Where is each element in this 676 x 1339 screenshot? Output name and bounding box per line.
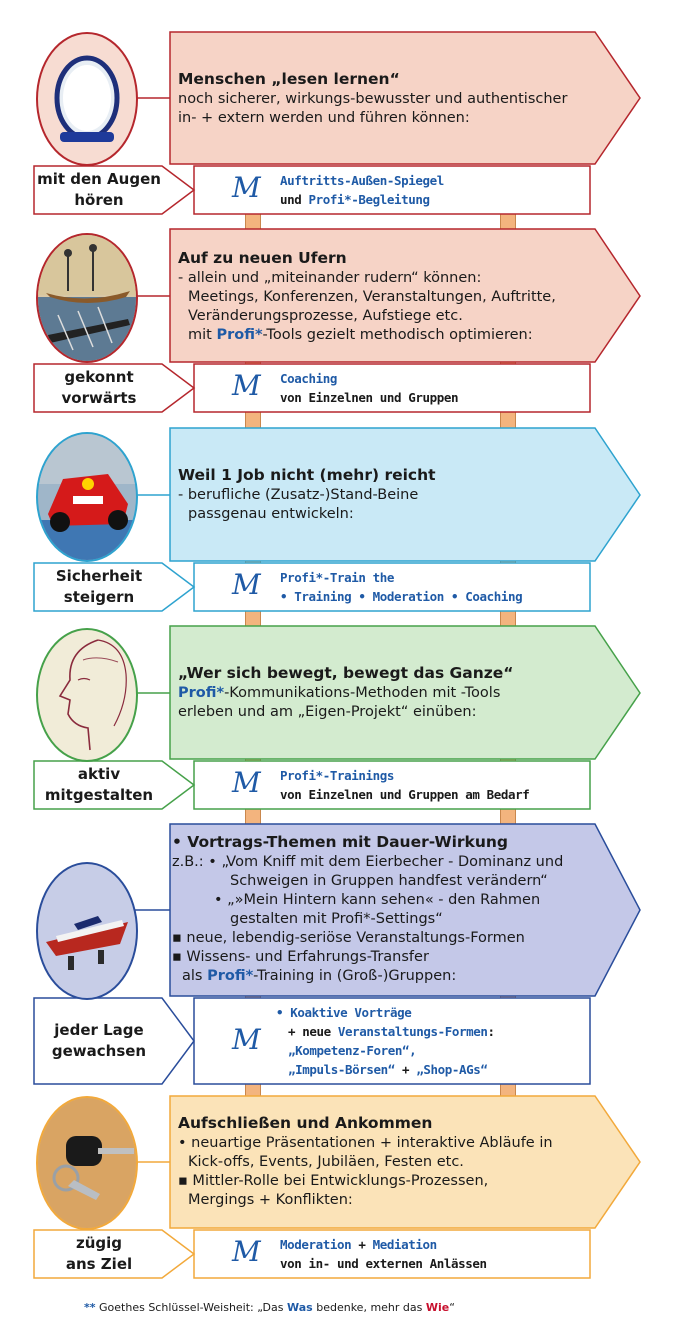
section-6-label-line-1: zügig	[75, 1234, 123, 1252]
mirror-icon	[36, 32, 138, 166]
section-1-text	[178, 70, 598, 128]
section-4-title: „Wer sich bewegt, bewegt das Ganze“	[178, 664, 514, 682]
section-6-label	[36, 1233, 162, 1275]
section-4-line-2: erleben und am „Eigen-Projekt“ einüben:	[178, 704, 477, 720]
section-4-service-line-2: von Einzelnen und Gruppen am Bedarf	[280, 787, 530, 802]
section-6-service-line-2: von in- und externen Anlässen	[280, 1256, 487, 1271]
logo-icon: M	[232, 568, 261, 601]
logo-icon: M	[232, 766, 261, 799]
section-2-line-3: Veränderungsprozesse, Aufstiege etc.	[188, 308, 463, 324]
section-4-label-line-1: aktiv	[77, 765, 121, 783]
section-5-service-line-4: „Impuls-Börsen“ + „Shop-AGs“	[288, 1062, 488, 1077]
section-2-label	[36, 367, 162, 409]
footer-text-2: bedenke, mehr das	[316, 1301, 423, 1314]
section-4-service-line-1: Profi*-Trainings	[280, 768, 395, 783]
section-2-service-line-2: von Einzelnen und Gruppen	[280, 390, 459, 405]
section-6-service-line-1: Moderation + Mediation	[280, 1237, 437, 1252]
section-2-service-line-1: Coaching	[280, 371, 338, 386]
section-1-service-line-1: Auftritts-Außen-Spiegel	[280, 173, 444, 188]
footer-text-1: Goethes Schlüssel-Weisheit: „Das	[99, 1301, 284, 1314]
section-5-line-5: ▪ neue, lebendig-seriöse Veranstaltungs-Formen	[172, 930, 525, 946]
section-1-service-and: und	[280, 192, 302, 207]
section-5-line-2: Schweigen in Gruppen handfest verändern“	[230, 873, 548, 889]
section-5-text	[172, 833, 612, 986]
section-3-text	[178, 466, 598, 524]
section-5-service	[276, 1003, 495, 1079]
section-3-service-line-1: Profi*-Train the	[280, 570, 395, 585]
footer-end: “	[449, 1301, 455, 1314]
section-3-line-2: passgenau entwickeln:	[188, 506, 354, 522]
section-5-line-3: • „»Mein Hintern kann sehen« - den Rahmen	[214, 892, 541, 908]
section-4-service	[280, 766, 529, 804]
section-1-service-profi: Profi*-Begleitung	[308, 192, 430, 207]
section-6-title: Aufschließen und Ankommen	[178, 1114, 433, 1132]
section-1-line-1: noch sicherer, wirkungs-bewusster und authentischer	[178, 91, 568, 107]
section-6-line-2: Kick-offs, Events, Jubiläen, Festen etc.	[188, 1154, 464, 1170]
section-1-service	[280, 171, 444, 209]
section-4-line-1: Profi*-Kommunikations-Methoden mit -Tools	[178, 685, 501, 701]
section-5-label-line-2: gewachsen	[51, 1042, 147, 1060]
section-3-title: Weil 1 Job nicht (mehr) reicht	[178, 466, 436, 484]
section-6-line-4: Mergings + Konflikten:	[188, 1192, 353, 1208]
section-3-label-line-2: steigern	[63, 588, 135, 606]
section-2-service	[280, 369, 458, 407]
section-3-label	[36, 566, 162, 608]
section-2-text	[178, 249, 608, 345]
section-3-line-1: - berufliche (Zusatz-)Stand-Beine	[178, 487, 419, 503]
section-4-text	[178, 664, 608, 722]
section-6-service	[280, 1235, 487, 1273]
section-5-service-line-2: + neue Veranstaltungs-Formen:	[288, 1024, 495, 1039]
section-2-line-4: mit Profi*-Tools gezielt methodisch optimieren:	[188, 327, 533, 343]
footer-was: Was	[287, 1301, 313, 1314]
race-car-icon	[36, 432, 138, 562]
section-3-label-line-1: Sicherheit	[55, 567, 143, 585]
section-4-label	[36, 764, 162, 806]
logo-icon: M	[232, 1023, 261, 1056]
section-5-title: • Vortrags-Themen mit Dauer-Wirkung	[172, 833, 508, 851]
section-5-line-6: ▪ Wissens- und Erfahrungs-Transfer	[172, 949, 429, 965]
section-5-service-line-3: „Kompetenz-Foren“,	[288, 1043, 417, 1058]
car-key-icon	[36, 1096, 138, 1230]
section-1-line-2: in- + extern werden und führen können:	[178, 110, 470, 126]
section-5-line-4: gestalten mit Profi*-Settings“	[230, 911, 443, 927]
logo-icon: M	[232, 369, 261, 402]
section-6-line-1: • neuartige Präsentationen + interaktive Abläufe in	[178, 1135, 553, 1151]
section-3-service	[280, 568, 522, 606]
section-3-service-line-2: • Training • Moderation • Coaching	[280, 589, 523, 604]
footer-wie: Wie	[425, 1301, 450, 1314]
logo-icon: M	[232, 1235, 261, 1268]
section-5-label-line-1: jeder Lage	[54, 1021, 144, 1039]
section-4-label-line-2: mitgestalten	[44, 786, 154, 804]
section-2-title: Auf zu neuen Ufern	[178, 249, 347, 267]
logo-icon: M	[232, 171, 261, 204]
section-5-line-1: z.B.: • „Vom Kniff mit dem Eierbecher - Dominanz und	[172, 854, 564, 870]
section-2-line-1: - allein und „miteinander rudern“ können:	[178, 270, 482, 286]
section-1-label-line-2: hören	[74, 191, 124, 209]
section-6-label-line-2: ans Ziel	[65, 1255, 133, 1273]
section-6-line-3: ▪ Mittler-Rolle bei Entwicklungs-Prozessen,	[178, 1173, 489, 1189]
section-5-line-7: als Profi*-Training in (Groß-)Gruppen:	[182, 968, 457, 984]
section-1-label-line-1: mit den Augen	[37, 170, 161, 188]
profile-sketch-icon	[36, 628, 138, 762]
boat-icon	[36, 862, 138, 1000]
section-6-text	[178, 1114, 608, 1210]
section-5-service-line-1: • Koaktive Vorträge	[276, 1005, 412, 1020]
section-2-label-line-1: gekonnt	[64, 368, 134, 386]
section-5-label	[36, 1020, 162, 1062]
section-2-label-line-2: vorwärts	[61, 389, 137, 407]
footer-quote	[84, 1301, 455, 1314]
section-1-title: Menschen „lesen lernen“	[178, 70, 400, 88]
section-1-label	[36, 169, 162, 211]
section-2-line-2: Meetings, Konferenzen, Veranstaltungen, Auftritte,	[188, 289, 556, 305]
rowing-icon	[36, 233, 138, 363]
footer-stars: **	[84, 1301, 96, 1314]
